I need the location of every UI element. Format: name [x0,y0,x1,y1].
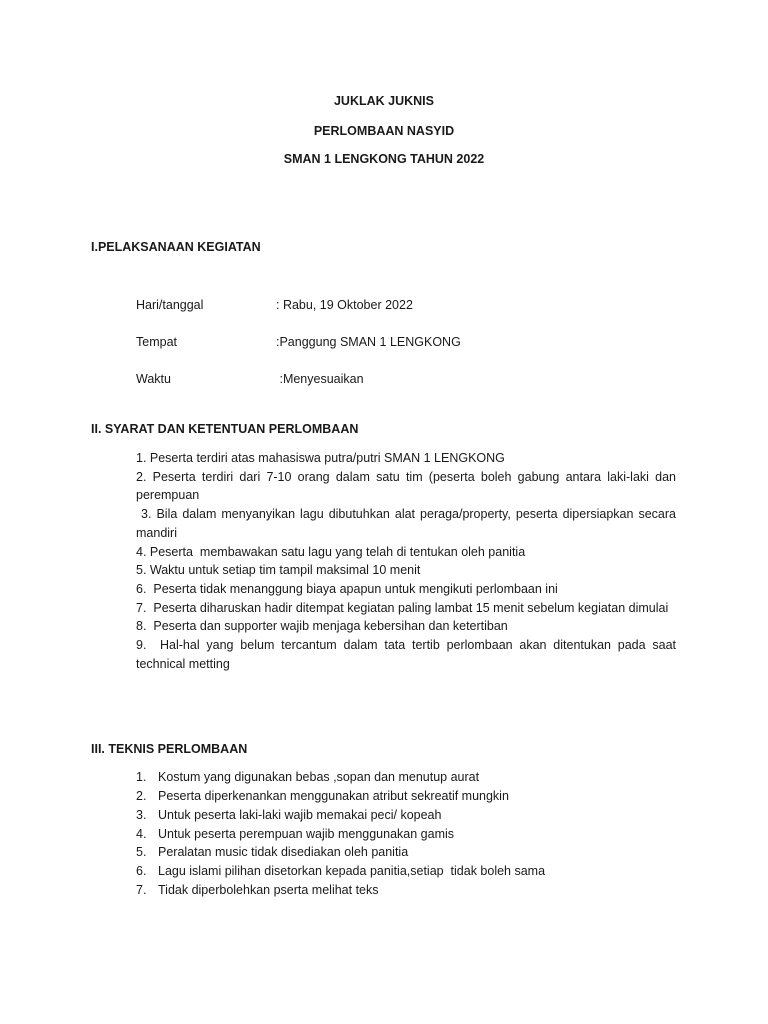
list-item-text: Untuk peserta laki-laki wajib memakai peci/ kopeah [158,808,442,822]
list-item-number: 1. [136,770,147,784]
list-item: 9. Hal-hal yang belum tercantum dalam tata tertib perlombaan akan ditentukan pada saat technical metting [136,638,680,671]
list-item: 3. Bila dalam menyanyikan lagu dibutuhkan alat peraga/property, peserta dipersiapkan secara mandiri [136,507,680,540]
list-item: 8. Peserta dan supporter wajib menjaga kebersihan dan ketertiban [136,619,508,634]
list-item-number: 3. [136,808,147,822]
info-row-place [136,335,636,353]
doc-title-line-1: JUKLAK JUKNIS [333,94,434,108]
section-heading-syarat: II. SYARAT DAN KETENTUAN PERLOMBAAN [91,422,359,436]
info-row-date [136,298,636,316]
info-label: Waktu [136,372,171,386]
list-item: 7. Peserta diharuskan hadir ditempat kegiatan paling lambat 15 menit sebelum kegiatan dimulai [136,600,669,615]
info-label: Tempat [136,335,177,349]
list-item: 6. Peserta tidak menanggung biaya apapun untuk mengikuti perlombaan ini [136,581,558,596]
list-item: 5. Waktu untuk setiap tim tampil maksimal 10 menit [136,563,421,578]
info-row-time [136,372,636,390]
section-heading-pelaksanaan: I.PELAKSANAAN KEGIATAN [91,240,261,254]
list-item-number: 7. [136,883,147,897]
list-item-text: Tidak diperbolehkan pserta melihat teks [158,883,379,897]
list-item-number: 4. [136,827,147,841]
list-item: 1. Peserta terdiri atas mahasiswa putra/putri SMAN 1 LENGKONG [136,451,505,465]
section-heading-teknis: III. TEKNIS PERLOMBAAN [91,742,248,756]
list-item: 2. Peserta terdiri dari 7-10 orang dalam satu tim (peserta boleh gabung antara laki-laki dan perempuan [136,469,680,503]
list-item-number: 5. [136,845,147,859]
info-value: :Panggung SMAN 1 LENGKONG [276,335,461,349]
info-label: Hari/tanggal [136,298,204,312]
info-value: : Rabu, 19 Oktober 2022 [276,298,413,312]
list-item-number: 6. [136,864,147,878]
list-item-text: Peralatan music tidak disediakan oleh panitia [158,845,409,859]
doc-title-line-3: SMAN 1 LENGKONG TAHUN 2022 [283,152,485,166]
info-value: :Menyesuaikan [276,372,364,386]
syarat-list [136,449,680,673]
list-item-text: Lagu islami pilihan disetorkan kepada panitia,setiap tidak boleh sama [158,864,546,878]
list-item-text: Untuk peserta perempuan wajib menggunakan gamis [158,827,455,841]
list-item: 4. Peserta membawakan satu lagu yang telah di tentukan oleh panitia [136,544,526,559]
list-item-number: 2. [136,789,147,803]
doc-title-line-2: PERLOMBAAN NASYID [313,124,455,138]
list-item-text: Kostum yang digunakan bebas ,sopan dan menutup aurat [158,770,480,784]
list-item-text: Peserta diperkenankan menggunakan atribut sekreatif mungkin [158,789,509,803]
